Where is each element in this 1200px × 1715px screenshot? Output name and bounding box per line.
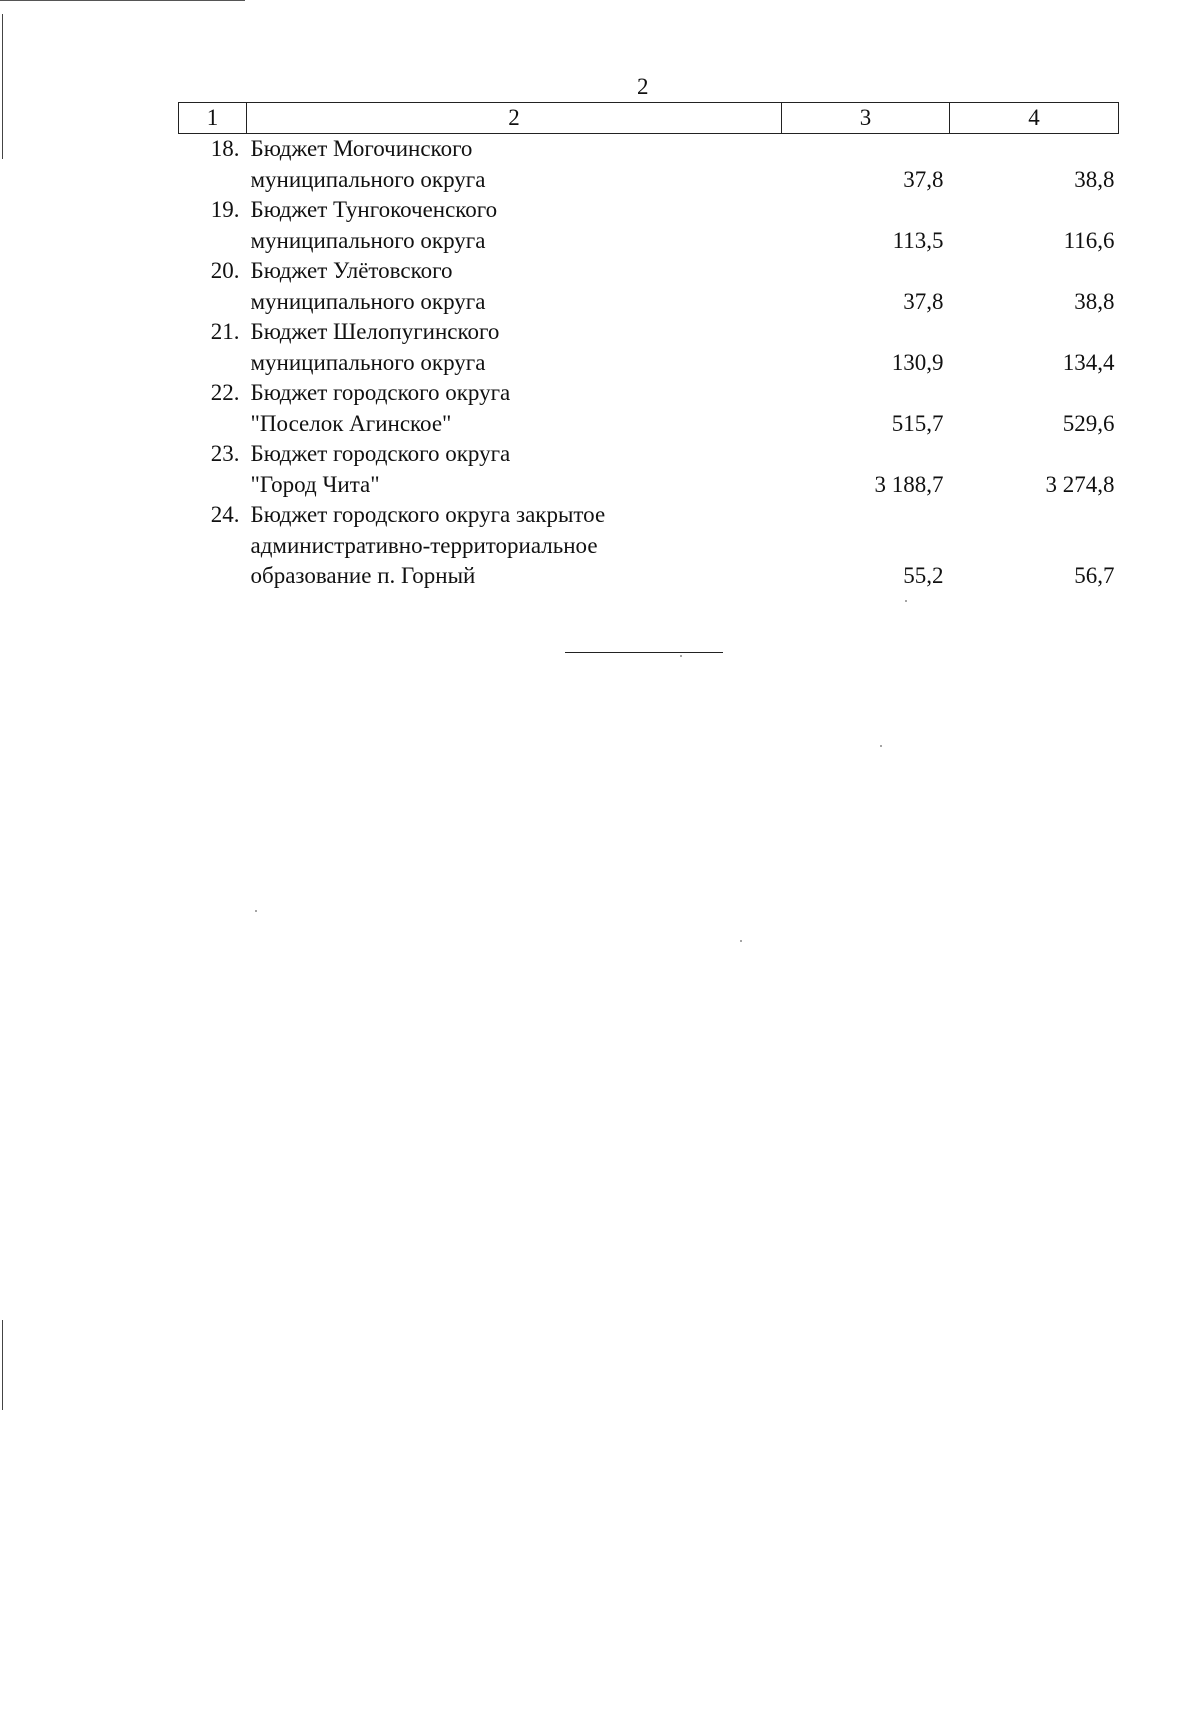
row-number: 18.	[210, 136, 240, 161]
table-row	[179, 317, 1119, 378]
budget-name-line: Бюджет Могочинского	[250, 136, 473, 161]
budget-name-line: муниципального округа	[250, 166, 486, 192]
row-number: 21.	[210, 319, 240, 344]
budget-name	[247, 256, 782, 317]
value-col4: 3 274,8	[1045, 471, 1115, 497]
value-col3: 3 188,7	[874, 471, 944, 497]
table-row	[179, 500, 1119, 592]
budget-name	[247, 195, 782, 256]
budget-name-line: Бюджет городского округа	[250, 380, 511, 405]
page-number: 2	[637, 74, 649, 99]
header-cell: 1	[179, 103, 247, 134]
scan-speck	[680, 655, 682, 657]
row-number: 24.	[210, 502, 240, 527]
budget-name-line: Бюджет городского округа	[250, 441, 511, 466]
table-row	[179, 134, 1119, 196]
row-number: 20.	[210, 258, 240, 283]
scan-speck	[255, 910, 257, 912]
table-row	[179, 378, 1119, 439]
value-col4: 134,4	[1062, 349, 1115, 375]
budget-name-line: муниципального округа	[250, 227, 486, 253]
scan-speck	[740, 940, 742, 942]
budget-name-line: Бюджет Улётовского	[250, 258, 453, 283]
budget-name	[247, 134, 782, 196]
table-row	[179, 256, 1119, 317]
scan-edge-mark	[2, 1320, 3, 1410]
scan-speck	[905, 600, 907, 602]
value-col3: 515,7	[891, 410, 944, 436]
scan-edge-mark	[2, 14, 3, 159]
value-col3: 37,8	[903, 288, 944, 314]
value-col4: 116,6	[1063, 227, 1115, 253]
value-col3: 113,5	[892, 227, 944, 253]
budget-name-line: муниципального округа	[250, 288, 486, 314]
budget-name	[247, 500, 782, 592]
budget-name-line: "Город Чита"	[250, 471, 380, 497]
value-col3: 130,9	[891, 349, 944, 375]
budget-name	[247, 317, 782, 378]
table-row	[179, 195, 1119, 256]
value-col4: 38,8	[1074, 288, 1115, 314]
budget-name-line: административно-территориальное	[250, 532, 598, 558]
end-of-table-rule	[565, 652, 723, 653]
budget-name	[247, 439, 782, 500]
budget-table	[178, 102, 1119, 592]
budget-name-line: образование п. Горный	[250, 563, 476, 588]
budget-name-line: Бюджет Шелопугинского	[250, 319, 500, 344]
budget-name-line: Бюджет Тунгокоченского	[250, 197, 498, 222]
value-col4: 38,8	[1074, 166, 1115, 192]
value-col3: 55,2	[903, 563, 944, 588]
table-row	[179, 439, 1119, 500]
budget-name-line: муниципального округа	[250, 349, 486, 375]
scan-speck	[880, 745, 882, 747]
header-cell: 2	[247, 103, 782, 134]
value-col4: 529,6	[1062, 410, 1115, 436]
header-cell: 4	[950, 103, 1119, 134]
budget-name	[247, 378, 782, 439]
value-col3: 37,8	[903, 166, 944, 192]
table-header-row	[179, 103, 1119, 134]
budget-name-line: Бюджет городского округа закрытое	[250, 502, 606, 527]
budget-name-line: "Поселок Агинское"	[250, 410, 452, 436]
header-cell: 3	[782, 103, 950, 134]
row-number: 23.	[210, 441, 240, 466]
scan-edge-rule	[0, 0, 245, 1]
value-col4: 56,7	[1074, 563, 1115, 588]
row-number: 22.	[210, 380, 240, 405]
row-number: 19.	[210, 197, 240, 222]
